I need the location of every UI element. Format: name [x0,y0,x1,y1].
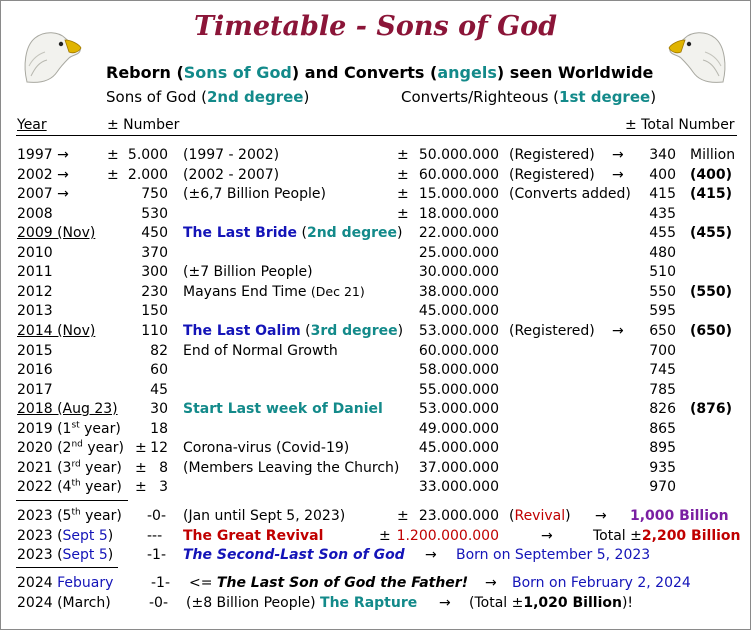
row-total: 435 [649,206,676,222]
row-total: 700 [649,343,676,359]
row-arrow: → [612,323,624,339]
row-converts: 58.000.000 [418,362,499,378]
row-converts: 38.000.000 [418,284,499,300]
row-total: 510 [649,264,676,280]
row-arrow: → [612,147,624,163]
row-plusminus: ± [135,479,147,495]
row-extra: (550) [690,284,733,300]
row-number: 300 [141,264,168,280]
row-total: 895 [649,440,676,456]
row-year: 2009 (Nov) [17,225,96,241]
row-year: 2010 [17,245,53,261]
row-total: 595 [649,303,676,319]
row-status: (Registered) [509,147,595,163]
row-converts: 49.000.000 [418,421,499,437]
row-plusminus-2: ± [397,206,409,222]
row-number: 60 [150,362,168,378]
row-year: 2015 [17,343,53,359]
row-total: 480 [649,245,676,261]
row-year: 2019 (1st year) [17,420,121,437]
column-header-year: Year [17,117,47,133]
subheader-sons: Sons of God (2nd degree) [106,88,310,106]
row-note: (±7 Billion People) [183,264,313,280]
page-title: Timetable - Sons of God [193,11,558,42]
row-number: 370 [141,245,168,261]
row-total: 935 [649,460,676,476]
row-total: 455 [649,225,676,241]
row-total: 970 [649,479,676,495]
row-revival: (Revival) [509,508,571,524]
row-converts: 45.000.000 [418,303,499,319]
row-converts: 45.000.000 [418,440,499,456]
row-year: 2017 [17,382,53,398]
row-number: 230 [141,284,168,300]
row-marker: -0- [149,595,169,611]
row-converts: 60.000.000 [418,167,499,183]
row-plusminus: ± [135,460,147,476]
row-converts: 23.000.000 [418,508,499,524]
row-note: The Second-Last Son of God [183,547,405,563]
row-year: 2021 (3rd year) [17,459,122,476]
row-total: 785 [649,382,676,398]
row-year: 2022 (4th year) [17,478,122,495]
row-year: 2024 (March) [17,595,111,611]
row-year: 2008 [17,206,53,222]
row-total: 745 [649,362,676,378]
row-year: 2023 (5th year) [17,507,122,524]
row-number: 3 [159,479,168,495]
row-number: 530 [141,206,168,222]
row-number: 110 [141,323,168,339]
row-note: Corona-virus (Covid-19) [183,440,350,456]
row-converts: 18.000.000 [418,206,499,222]
row-note: The Last Bride (2nd degree) [183,225,403,241]
header-divider [16,135,737,136]
row-extra: (400) [690,167,733,183]
row-converts: 50.000.000 [418,147,499,163]
row-converts: 15.000.000 [418,186,499,202]
row-note: (±6,7 Billion People) [183,186,326,202]
row-plusminus: ± [379,528,391,544]
row-born: Born on February 2, 2024 [512,575,691,591]
row-arrow: → [485,575,497,591]
row-extra: (455) [690,225,733,241]
row-plusminus: ± [107,167,119,183]
section-divider-2 [16,567,118,568]
row-extra: (415) [690,186,733,202]
row-total: 415 [649,186,676,202]
row-status: (Registered) [509,323,595,339]
row-total: 550 [649,284,676,300]
row-year: 2023 (Sept 5) [17,528,114,544]
row-total: 826 [649,401,676,417]
row-total: Total ±2,200 Billion [593,528,741,544]
row-total: 1,000 Billion [630,508,729,524]
row-marker: -1- [147,547,167,563]
row-year: 2012 [17,284,53,300]
row-extra: Million [690,147,736,163]
row-total: 865 [649,421,676,437]
row-note: (Jan until Sept 5, 2023) [183,508,346,524]
row-year: 2023 (Sept 5) [17,547,114,563]
row-note: The Last Oalim (3rd degree) [183,323,404,339]
row-note: (2002 - 2007) [183,167,280,183]
row-plusminus: ± [135,440,147,456]
row-converts: 1.200.000.000 [396,528,499,544]
row-arrow: → [612,167,624,183]
row-plusminus-2: ± [397,147,409,163]
row-number: 2.000 [127,167,168,183]
row-year: 2024 Febuary [17,575,114,591]
row-total: 340 [649,147,676,163]
row-arrow: → [425,547,437,563]
row-born: Born on September 5, 2023 [456,547,651,563]
row-status: (Registered) [509,167,595,183]
row-note: Mayans End Time (Dec 21) [183,284,365,300]
row-converts: 55.000.000 [418,382,499,398]
row-marker: --- [147,528,163,544]
row-year: 1997 → [17,147,69,163]
row-note: The Great Revival [183,528,324,544]
row-converts: 53.000.000 [418,401,499,417]
subheader-converts: Converts/Righteous (1st degree) [401,88,657,106]
row-plusminus: ± [397,508,409,524]
row-year: 2020 (2nd year) [17,439,125,456]
row-year: 2011 [17,264,53,280]
row-plusminus: ± [107,147,119,163]
row-status: (Converts added) [509,186,631,202]
row-number: 82 [150,343,168,359]
row-converts: 37.000.000 [418,460,499,476]
row-note: (1997 - 2002) [183,147,280,163]
subtitle: Reborn (Sons of God) and Converts (angels) seen Worldwide [106,63,654,82]
column-header-total: ± Total Number [625,117,735,133]
row-number: 150 [141,303,168,319]
row-arrow: → [439,595,451,611]
section-divider [16,500,128,501]
column-header-number: ± Number [107,117,180,133]
row-converts: 33.000.000 [418,479,499,495]
row-note: Start Last week of Daniel [183,401,383,417]
row-note: (Members Leaving the Church) [183,460,400,476]
row-number: 18 [150,421,168,437]
row-note: <= The Last Son of God the Father! [189,575,469,591]
row-arrow: → [541,528,553,544]
row-converts: 30.000.000 [418,264,499,280]
row-number: 450 [141,225,168,241]
row-converts: 22.000.000 [418,225,499,241]
row-year: 2013 [17,303,53,319]
row-number: 30 [150,401,168,417]
row-note: (±8 Billion People) The Rapture [186,595,418,611]
row-converts: 53.000.000 [418,323,499,339]
row-total: 400 [649,167,676,183]
row-number: 12 [150,440,168,456]
row-year: 2007 → [17,186,69,202]
row-total: 650 [649,323,676,339]
row-year: 2002 → [17,167,69,183]
row-total: (Total ±1,020 Billion)! [469,595,634,611]
row-extra: (876) [690,401,733,417]
row-marker: -0- [147,508,167,524]
row-note: End of Normal Growth [183,343,338,359]
row-marker: -1- [151,575,171,591]
row-number: 5.000 [127,147,168,163]
row-plusminus-2: ± [397,167,409,183]
row-plusminus-2: ± [397,186,409,202]
row-extra: (650) [690,323,733,339]
row-converts: 25.000.000 [418,245,499,261]
row-year: 2014 (Nov) [17,323,96,339]
row-year: 2016 [17,362,53,378]
row-arrow: → [595,508,607,524]
row-number: 45 [150,382,168,398]
row-converts: 60.000.000 [418,343,499,359]
row-year: 2018 (Aug 23) [17,401,118,417]
row-number: 750 [141,186,168,202]
row-number: 8 [159,460,168,476]
